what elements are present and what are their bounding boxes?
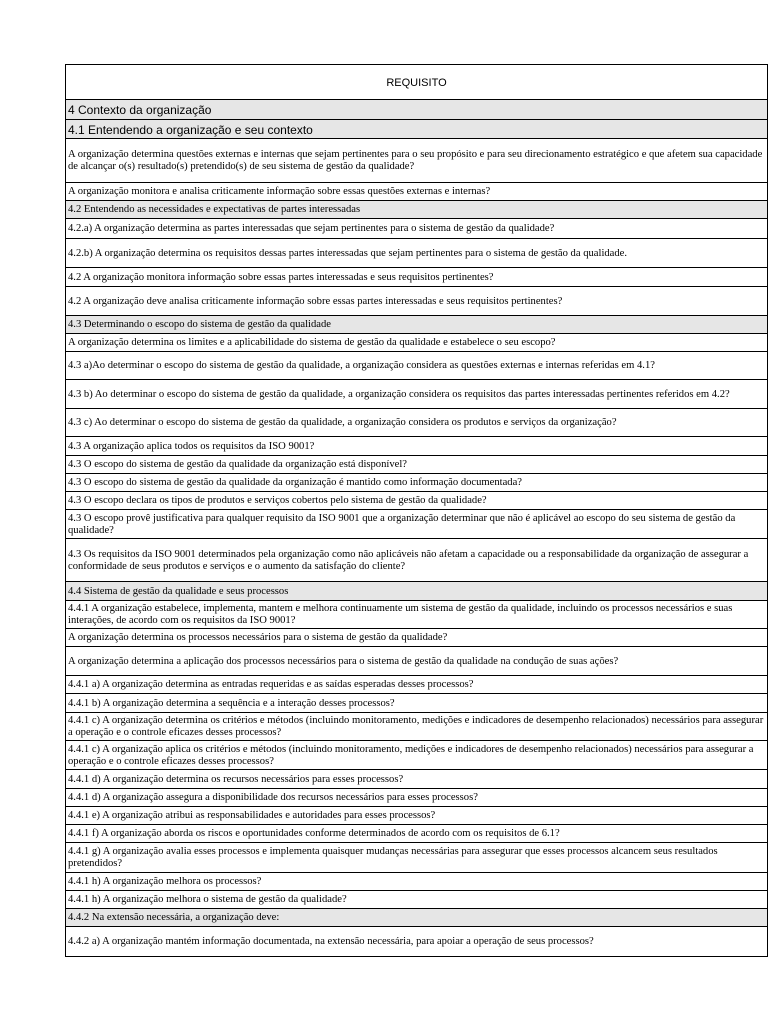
table-row [66,183,768,201]
subsection-heading: 4.3 Determinando o escopo do sistema de gestão da qualidade [66,316,768,334]
table-row [66,437,768,456]
table-row [66,139,768,183]
table-row [66,789,768,807]
requirement-text: 4.2.a) A organização determina as partes interessadas que sejam pertinentes para o sistema de gestão da qualidade? [66,219,768,239]
table-row [66,474,768,492]
table-row [66,676,768,694]
table-row [66,239,768,268]
table-row [66,120,768,139]
requirement-text: 4.4.1 c) A organização determina os critérios e métodos (incluindo monitoramento, medições e indicadores de desempenho relacionados) necessários para assegurar a operação e o controle eficazes desses processos? [66,713,768,741]
table-row [66,694,768,713]
table-row [66,825,768,843]
requirement-text: A organização monitora e analisa criticamente informação sobre essas questões externas e internas? [66,183,768,201]
section-heading: 4.1 Entendendo a organização e seu contexto [66,120,768,139]
table-row [66,927,768,957]
requirement-text: A organização determina a aplicação dos processos necessários para o sistema de gestão da qualidade na condução de suas ações? [66,647,768,676]
subsection-heading: 4.2 Entendendo as necessidades e expectativas de partes interessadas [66,201,768,219]
table-row [66,456,768,474]
requirement-text: 4.3 O escopo do sistema de gestão da qualidade da organização está disponível? [66,456,768,474]
table-row [66,201,768,219]
table-row [66,287,768,316]
column-header-requisito: REQUISITO [66,65,768,100]
table-row [66,770,768,789]
table-row [66,713,768,741]
requirement-text: 4.4.1 b) A organização determina a sequência e a interação desses processos? [66,694,768,713]
table-row [66,380,768,409]
requirement-text: 4.3 O escopo do sistema de gestão da qualidade da organização é mantido como informação documentada? [66,474,768,492]
table-row [66,807,768,825]
requirement-text: 4.3 b) Ao determinar o escopo do sistema de gestão da qualidade, a organização considera os requisitos das partes interessadas pertinentes referidos em 4.2? [66,380,768,409]
requirements-table [65,64,768,957]
table-row [66,100,768,120]
requirement-text: 4.4.1 h) A organização melhora os processos? [66,873,768,891]
table-row [66,909,768,927]
table-row [66,891,768,909]
requirement-text: 4.4.1 e) A organização atribui as responsabilidades e autoridades para esses processos? [66,807,768,825]
table-row [66,647,768,676]
requirement-text: 4.3 Os requisitos da ISO 9001 determinados pela organização como não aplicáveis não afetam a capacidade ou a responsabilidade da organização de assegurar a conformidade de seus produtos e serviços e o aumento da satisfação do cliente? [66,539,768,582]
table-row [66,334,768,352]
table-row [66,741,768,770]
requirement-text: A organização determina os limites e a aplicabilidade do sistema de gestão da qualidade e estabelece o seu escopo? [66,334,768,352]
table-row [66,582,768,601]
table-row [66,629,768,647]
requirement-text: 4.3 O escopo provê justificativa para qualquer requisito da ISO 9001 que a organização determinar que não é aplicável ao escopo do seu sistema de gestão da qualidade? [66,510,768,539]
table-row [66,409,768,437]
table-header-row [66,65,768,100]
table-row [66,601,768,629]
requirement-text: A organização determina os processos necessários para o sistema de gestão da qualidade? [66,629,768,647]
requirement-text: 4.2 A organização deve analisa criticamente informação sobre essas partes interessadas e seus requisitos pertinentes? [66,287,768,316]
requirement-text: A organização determina questões externas e internas que sejam pertinentes para o seu propósito e para seu direcionamento estratégico e que afetem sua capacidade de alcançar o(s) resultado(s) pretendido(s) de seu sistema de gestão da qualidade? [66,139,768,183]
requirement-text: 4.4.2 a) A organização mantém informação documentada, na extensão necessária, para apoiar a operação de seus processos? [66,927,768,957]
requirement-text: 4.4.1 A organização estabelece, implementa, mantem e melhora continuamente um sistema de gestão da qualidade, incluindo os processos necessários e suas interações, de acordo com os requisitos da ISO 9001? [66,601,768,629]
table-row [66,352,768,380]
table-row [66,873,768,891]
requirement-text: 4.3 c) Ao determinar o escopo do sistema de gestão da qualidade, a organização considera os produtos e serviços da organização? [66,409,768,437]
requirement-text: 4.4.1 d) A organização assegura a disponibilidade dos recursos necessários para esses processos? [66,789,768,807]
requirement-text: 4.4.1 d) A organização determina os recursos necessários para esses processos? [66,770,768,789]
subsection-heading: 4.4 Sistema de gestão da qualidade e seus processos [66,582,768,601]
requirement-text: 4.4.1 a) A organização determina as entradas requeridas e as saídas esperadas desses processos? [66,676,768,694]
table-row [66,219,768,239]
subsection-heading: 4.4.2 Na extensão necessária, a organização deve: [66,909,768,927]
requirement-text: 4.2.b) A organização determina os requisitos dessas partes interessadas que sejam pertinentes para o sistema de gestão da qualidade. [66,239,768,268]
table-row [66,492,768,510]
requirement-text: 4.3 O escopo declara os tipos de produtos e serviços cobertos pelo sistema de gestão da qualidade? [66,492,768,510]
table-row [66,268,768,287]
requirement-text: 4.4.1 g) A organização avalia esses processos e implementa quaisquer mudanças necessárias para assegurar que esses processos alcancem seus resultados pretendidos? [66,843,768,873]
requirement-text: 4.2 A organização monitora informação sobre essas partes interessadas e seus requisitos pertinentes? [66,268,768,287]
table-row [66,539,768,582]
table-row [66,510,768,539]
section-heading: 4 Contexto da organização [66,100,768,120]
table-row [66,843,768,873]
requirement-text: 4.4.1 c) A organização aplica os critérios e métodos (incluindo monitoramento, medições e indicadores de desempenho relacionados) necessários para assegurar a operação e o controle eficazes desses processos? [66,741,768,770]
requirement-text: 4.4.1 h) A organização melhora o sistema de gestão da qualidade? [66,891,768,909]
table-row [66,316,768,334]
requirement-text: 4.4.1 f) A organização aborda os riscos e oportunidades conforme determinados de acordo com os requisitos de 6.1? [66,825,768,843]
requirement-text: 4.3 a)Ao determinar o escopo do sistema de gestão da qualidade, a organização considera as questões externas e internas referidas em 4.1? [66,352,768,380]
requirement-text: 4.3 A organização aplica todos os requisitos da ISO 9001? [66,437,768,456]
